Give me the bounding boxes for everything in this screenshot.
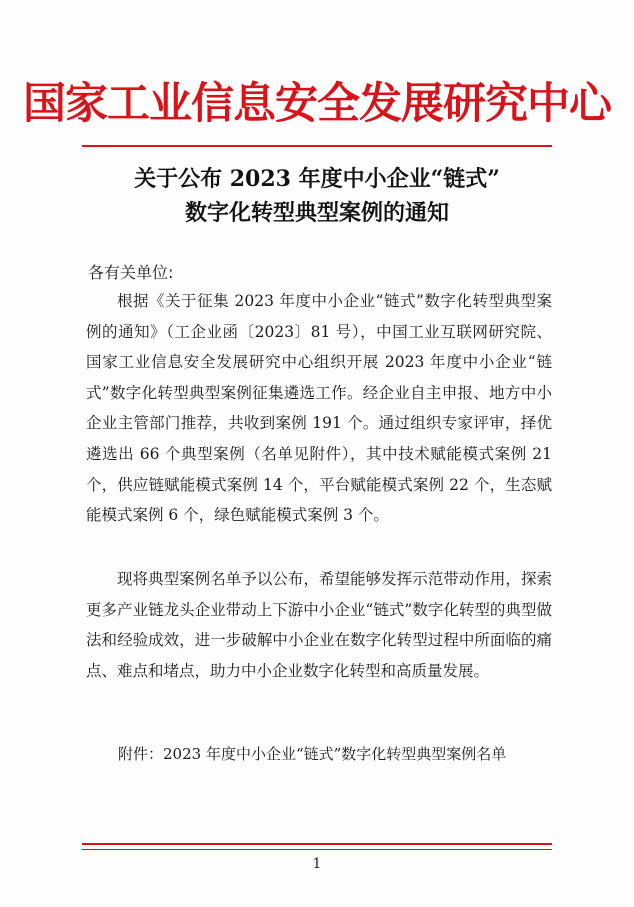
attachment-line: 附件：2023 年度中小企业“链式”数字化转型典型案例名单	[118, 745, 507, 763]
notice-title-line1: 关于公布 2023 年度中小企业“链式”	[134, 166, 500, 192]
footer-divider-thick	[82, 843, 552, 845]
notice-title	[70, 162, 564, 230]
page-number: 1	[312, 856, 322, 872]
letterhead-divider	[82, 145, 552, 147]
notice-title-line2: 数字化转型典型案例的通知	[184, 200, 449, 226]
body-paragraph-2: 现将典型案例名单予以公布，希望能够发挥示范带动作用，探索更多产业链龙头企业带动上下游中小企业“链式”数字化转型的典型做法和经验成效，进一步破解中小企业在数字化转型过程中所面临的痛点、难点和堵点，助力中小企业数字化转型和高质量发展。	[86, 570, 552, 680]
body-paragraph-1: 根据《关于征集 2023 年度中小企业“链式”数字化转型典型案例的通知》（工企业函〔2023〕81 号），中国工业互联网研究院、国家工业信息安全发展研究中心组织开展 2023 年度中小企业“链式”数字化转型典型案例征集遴选工作。经企业自主申报、地方中小企业主管部门推荐，共收到案例 191 个。通过组织专家评审，择优遴选出 66 个典型案例（名单见附件），其中技术赋能模式案例 21 个，供应链赋能模式案例 14 个，平台赋能模式案例 22 个，生态赋能模式案例 6 个，绿色赋能模式案例 3 个。	[86, 292, 553, 525]
footer-divider-thin	[82, 849, 552, 850]
organization-letterhead: 国家工业信息安全发展研究中心	[23, 79, 611, 129]
salutation: 各有关单位:	[88, 263, 174, 282]
